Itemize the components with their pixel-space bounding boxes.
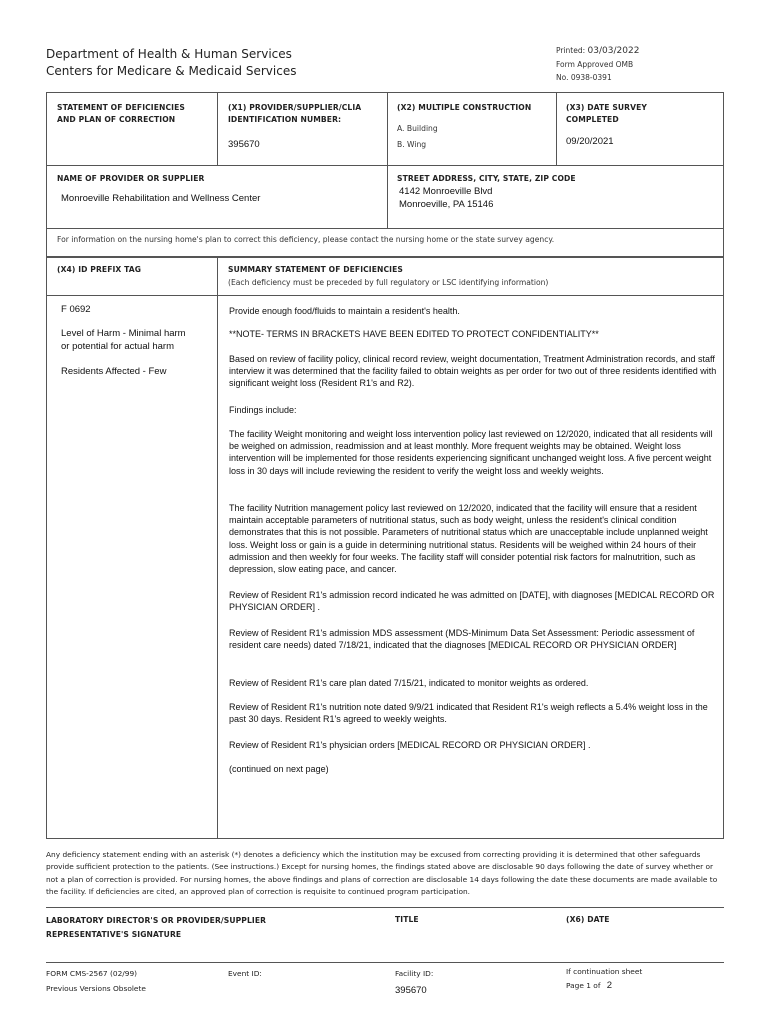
- street-address-label: STREET ADDRESS, CITY, STATE, ZIP CODE: [397, 174, 576, 183]
- deficiency-paragraph: The facility Weight monitoring and weight loss intervention policy last reviewed on 12/2020, indicated that all residents will be weighed on admission, readmission and at least monthly. More frequent weights may be obtained. Weight loss intervention will be implemented for those residents experiencing significant unchanged weight loss. A five percent weight loss in 30 days will include reviewing the resident to verify the weight loss and weekly weights.: [229, 429, 713, 476]
- survey-date-label: (X3) DATE SURVEY COMPLETED: [566, 103, 647, 124]
- survey-date-value: 09/20/2021: [566, 136, 614, 147]
- id-prefix-tag-label: (X4) ID PREFIX TAG: [57, 265, 142, 274]
- previous-versions: Previous Versions Obsolete: [46, 984, 146, 993]
- department-name: Department of Health & Human Services: [46, 47, 292, 61]
- deficiency-paragraph: Findings include:: [229, 405, 297, 415]
- statement-label: STATEMENT OF DEFICIENCIES AND PLAN OF CORRECTION: [57, 103, 185, 124]
- deficiency-paragraph: Review of Resident R1's care plan dated 7/15/21, indicated to monitor weights as ordered.: [229, 678, 589, 688]
- title-label: TITLE: [395, 915, 419, 924]
- address-line-1: 4142 Monroeville Blvd: [399, 186, 493, 197]
- centers-name: Centers for Medicare & Medicaid Services: [46, 64, 297, 78]
- continuation-sheet: If continuation sheet: [566, 967, 643, 976]
- continued-note: (continued on next page): [229, 764, 329, 774]
- deficiency-paragraph: Review of Resident R1's admission MDS assessment (MDS-Minimum Data Set Assessment: Periodic assessment of resident care needs) dated 7/18/21, indicated that the diagnoses [MEDICAL RECORD OR PHYSICIAN ORDER]: [229, 628, 695, 651]
- omb-number: No. 0938-0391: [556, 73, 612, 82]
- deficiency-paragraph: The facility Nutrition management policy last reviewed on 12/2020, indicated that the facility will ensure that a resident maintain acceptable parameters of nutritional status, such as body weight, unless the resident's clinical condition demonstrates that this is not possible. Parameters of nutritional status which are unacceptable include unplanned weight loss. Weight loss or gain is a guide in determining nutritional status. Residents will be weighed within 24 hours of their admission and then weekly for four weeks. The facility staff will consider potential risk factors for malnutrition, such as depression, slow eating pace, and cancer.: [229, 503, 708, 575]
- deficiency-tag: F 0692: [61, 304, 91, 315]
- provider-name-value: Monroeville Rehabilitation and Wellness Center: [61, 193, 261, 204]
- wing-label: B. Wing: [397, 140, 427, 149]
- deficiency-paragraph: **NOTE- TERMS IN BRACKETS HAVE BEEN EDITED TO PROTECT CONFIDENTIALITY**: [229, 329, 599, 339]
- nursing-home-info: For information on the nursing home's plan to correct this deficiency, please contact the nursing home or the state survey agency.: [57, 235, 555, 244]
- event-id-label: Event ID:: [228, 969, 262, 978]
- disclaimer: Any deficiency statement ending with an asterisk (*) denotes a deficiency which the institution may be excused from correcting providing it is determined that other safeguards provide sufficient protection to the patients. (See instructions.) Except for nursing homes, the findings stated above are disclosable 90 days following the date of survey whether or not a plan of correction is provided. For nursing homes, the above findings and plans of correction are disclosable 14 days following the date these documents are made available to the facility. If deficiencies are cited, an approved plan of correction is requisite to continued program participation.: [46, 850, 718, 896]
- printed-label: Printed:: [556, 46, 586, 55]
- signature-label: LABORATORY DIRECTOR'S OR PROVIDER/SUPPLIER REPRESENTATIVE'S SIGNATURE: [46, 916, 267, 939]
- department-header: [46, 46, 296, 80]
- facility-id-value: 395670: [395, 985, 427, 996]
- residents-affected: Residents Affected - Few: [61, 366, 167, 377]
- provider-id-value: 395670: [228, 139, 260, 150]
- date-label: (X6) DATE: [566, 915, 610, 924]
- form-approved: Form Approved OMB: [556, 60, 634, 69]
- summary-statement-label: SUMMARY STATEMENT OF DEFICIENCIES: [228, 265, 403, 274]
- building-label: A. Building: [397, 124, 438, 133]
- summary-statement-subtitle: (Each deficiency must be preceded by full regulatory or LSC identifying information): [228, 278, 549, 287]
- facility-id-label: Facility ID:: [395, 969, 434, 978]
- level-of-harm: Level of Harm - Minimal harm or potential for actual harm: [61, 328, 186, 352]
- print-info: [556, 44, 639, 84]
- page-total: 2: [606, 980, 613, 991]
- multiple-construction-label: (X2) MULTIPLE CONSTRUCTION: [397, 103, 532, 112]
- form-number: FORM CMS-2567 (02/99): [46, 969, 138, 978]
- printed-date: 03/03/2022: [587, 46, 640, 56]
- provider-name-label: NAME OF PROVIDER OR SUPPLIER: [57, 174, 205, 183]
- address-line-2: Monroeville, PA 15146: [399, 199, 494, 210]
- page-number: [566, 980, 612, 992]
- page-label: Page 1 of: [566, 981, 601, 990]
- deficiency-paragraph: Review of Resident R1's physician orders [MEDICAL RECORD OR PHYSICIAN ORDER] .: [229, 740, 591, 750]
- provider-id-label: (X1) PROVIDER/SUPPLIER/CLIA IDENTIFICATION NUMBER:: [228, 103, 362, 124]
- deficiency-paragraph: Based on review of facility policy, clinical record review, weight documentation, Treatment Administration records, and staff interview it was determined that the facility failed to obtain weights as per order for two out of three residents identified with significant weight loss (Resident R1's and R2).: [229, 354, 717, 389]
- deficiency-paragraph: Review of Resident R1's nutrition note dated 9/9/21 indicated that Resident R1's weigh reflects a 5.4% weight loss in the past 30 days. Resident R1's agreed to weekly weights.: [229, 702, 708, 725]
- deficiency-paragraph: Provide enough food/fluids to maintain a resident's health.: [229, 306, 460, 316]
- deficiency-paragraph: Review of Resident R1's admission record indicated he was admitted on [DATE], with diagnoses [MEDICAL RECORD OR PHYSICIAN ORDER] .: [229, 590, 715, 613]
